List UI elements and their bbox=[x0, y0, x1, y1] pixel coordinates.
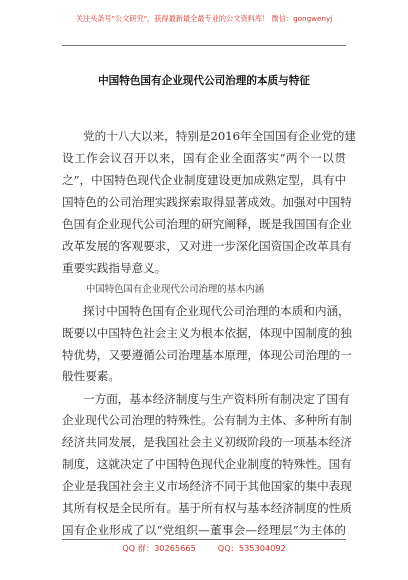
header-divider bbox=[62, 45, 346, 46]
body-line: 重要实践指导意义。 bbox=[62, 261, 167, 275]
body-line: 国特色的公司治理实践探索取得显著成效。加强对中国特 bbox=[62, 195, 352, 209]
body-line: 企业是我国社会主义市场经济不同于其他国家的集中表现 bbox=[62, 479, 352, 493]
footer-divider bbox=[62, 539, 346, 540]
footer-contact bbox=[0, 543, 408, 554]
body-line: 经济共同发展，是我国社会主义初级阶段的一项基本经济 bbox=[62, 435, 352, 449]
body-line: 既要以中国特色社会主义为根本依据，体现中国制度的独 bbox=[62, 326, 352, 340]
body-line: 设工作会议召开以来，国有企业全面落实“两个一以贯 bbox=[62, 151, 346, 165]
body-line: 党的十八大以来，特别是2016年全国国有企业党的建 bbox=[83, 129, 356, 143]
footer-qq-group: QQ 群：30265665 bbox=[122, 543, 196, 553]
body-line: 特优势，又要遵循公司治理基本原理，体现公司治理的一 bbox=[62, 348, 352, 362]
section-heading: 中国特色国有企业现代公司治理的基本内涵 bbox=[86, 284, 265, 295]
body-line: 制度，这就决定了中国特色现代企业制度的特殊性。国有 bbox=[62, 457, 352, 471]
header-notice: 关注头条号"公文研究"，获得最新最全最专业的公文资料库！ 微信：gongwenyj bbox=[75, 14, 333, 23]
document-title: 中国特色国有企业现代公司治理的本质与特征 bbox=[98, 75, 310, 87]
body-line: 其所有权是全民所有。基于所有权与基本经济制度的性质 bbox=[62, 501, 352, 515]
body-line: 一方面，基本经济制度与生产资料所有制决定了国有 bbox=[83, 392, 350, 406]
body-line: 探讨中国特色国有企业现代公司治理的本质和内涵， bbox=[83, 304, 350, 318]
footer-qq: QQ：535304092 bbox=[217, 543, 286, 553]
body-line: 般性要素。 bbox=[62, 369, 120, 383]
body-line: 色国有企业现代公司治理的研究阐释，既是我国国有企业 bbox=[62, 217, 352, 231]
body-line: 之”，中国特色现代企业制度建设更加成熟定型，具有中 bbox=[62, 173, 347, 187]
body-line: 企业现代公司治理的特殊性。公有制为主体、多种所有制 bbox=[62, 413, 352, 427]
body-line: 国有企业形成了以“党组织—董事会—经理层”为主体的 bbox=[62, 523, 346, 537]
body-line: 改革发展的客观要求，又对进一步深化国资国企改革具有 bbox=[62, 239, 352, 253]
